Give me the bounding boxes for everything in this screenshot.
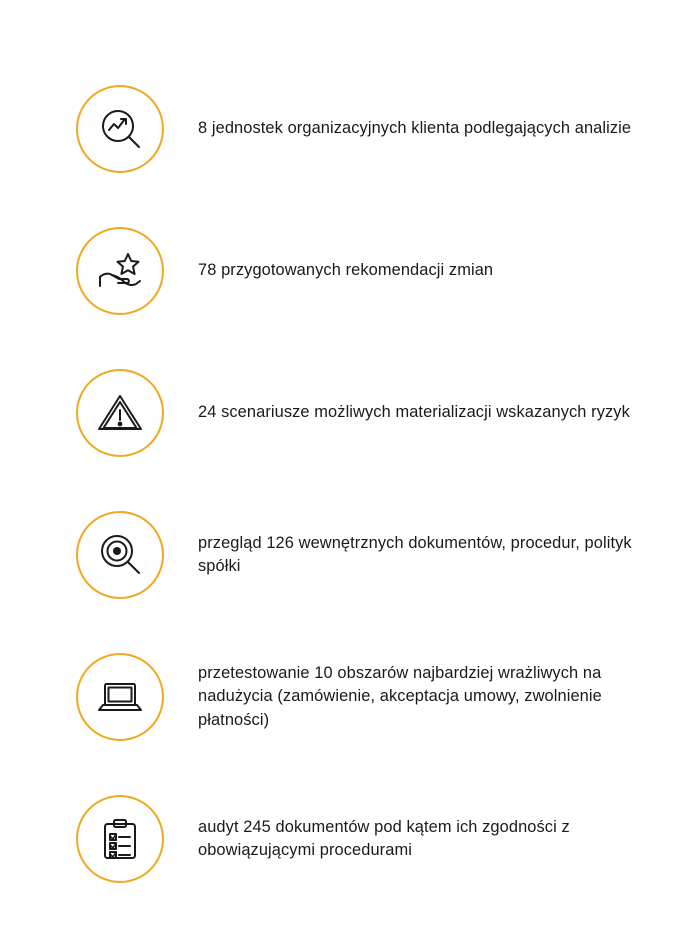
laptop-icon <box>94 671 146 723</box>
list-item <box>0 200 700 342</box>
list-item-label: 8 jednostek organizacyjnych klienta podlegających analizie <box>198 119 632 138</box>
icon-badge <box>76 511 164 599</box>
icon-badge <box>76 227 164 315</box>
magnifier-target-icon <box>94 529 146 581</box>
list-item <box>0 768 700 910</box>
icon-badge <box>76 653 164 741</box>
list-item <box>0 58 700 200</box>
list-item <box>0 342 700 484</box>
list-item-label: 24 scenariusze możliwych materializacji wskazanych ryzyk <box>198 403 630 422</box>
list-item-label: 78 przygotowanych rekomendacji zmian <box>198 261 494 280</box>
magnifier-chart-icon <box>94 103 146 155</box>
icon-badge <box>76 795 164 883</box>
list-item <box>0 484 700 626</box>
list-item-label: przegląd 126 wewnętrznych dokumentów, procedur, polityk spółki <box>198 533 632 575</box>
list-item <box>0 626 700 768</box>
hand-star-icon <box>94 245 146 297</box>
stats-list <box>0 58 700 910</box>
clipboard-checklist-icon <box>94 813 146 865</box>
warning-triangle-icon <box>94 387 146 439</box>
list-item-label: audyt 245 dokumentów pod kątem ich zgodności z obowiązującymi procedurami <box>198 817 570 859</box>
icon-badge <box>76 369 164 457</box>
icon-badge <box>76 85 164 173</box>
list-item-label: przetestowanie 10 obszarów najbardziej wrażliwych na nadużycia (zamówienie, akceptacja umowy, zwolnienie płatności) <box>198 664 602 729</box>
